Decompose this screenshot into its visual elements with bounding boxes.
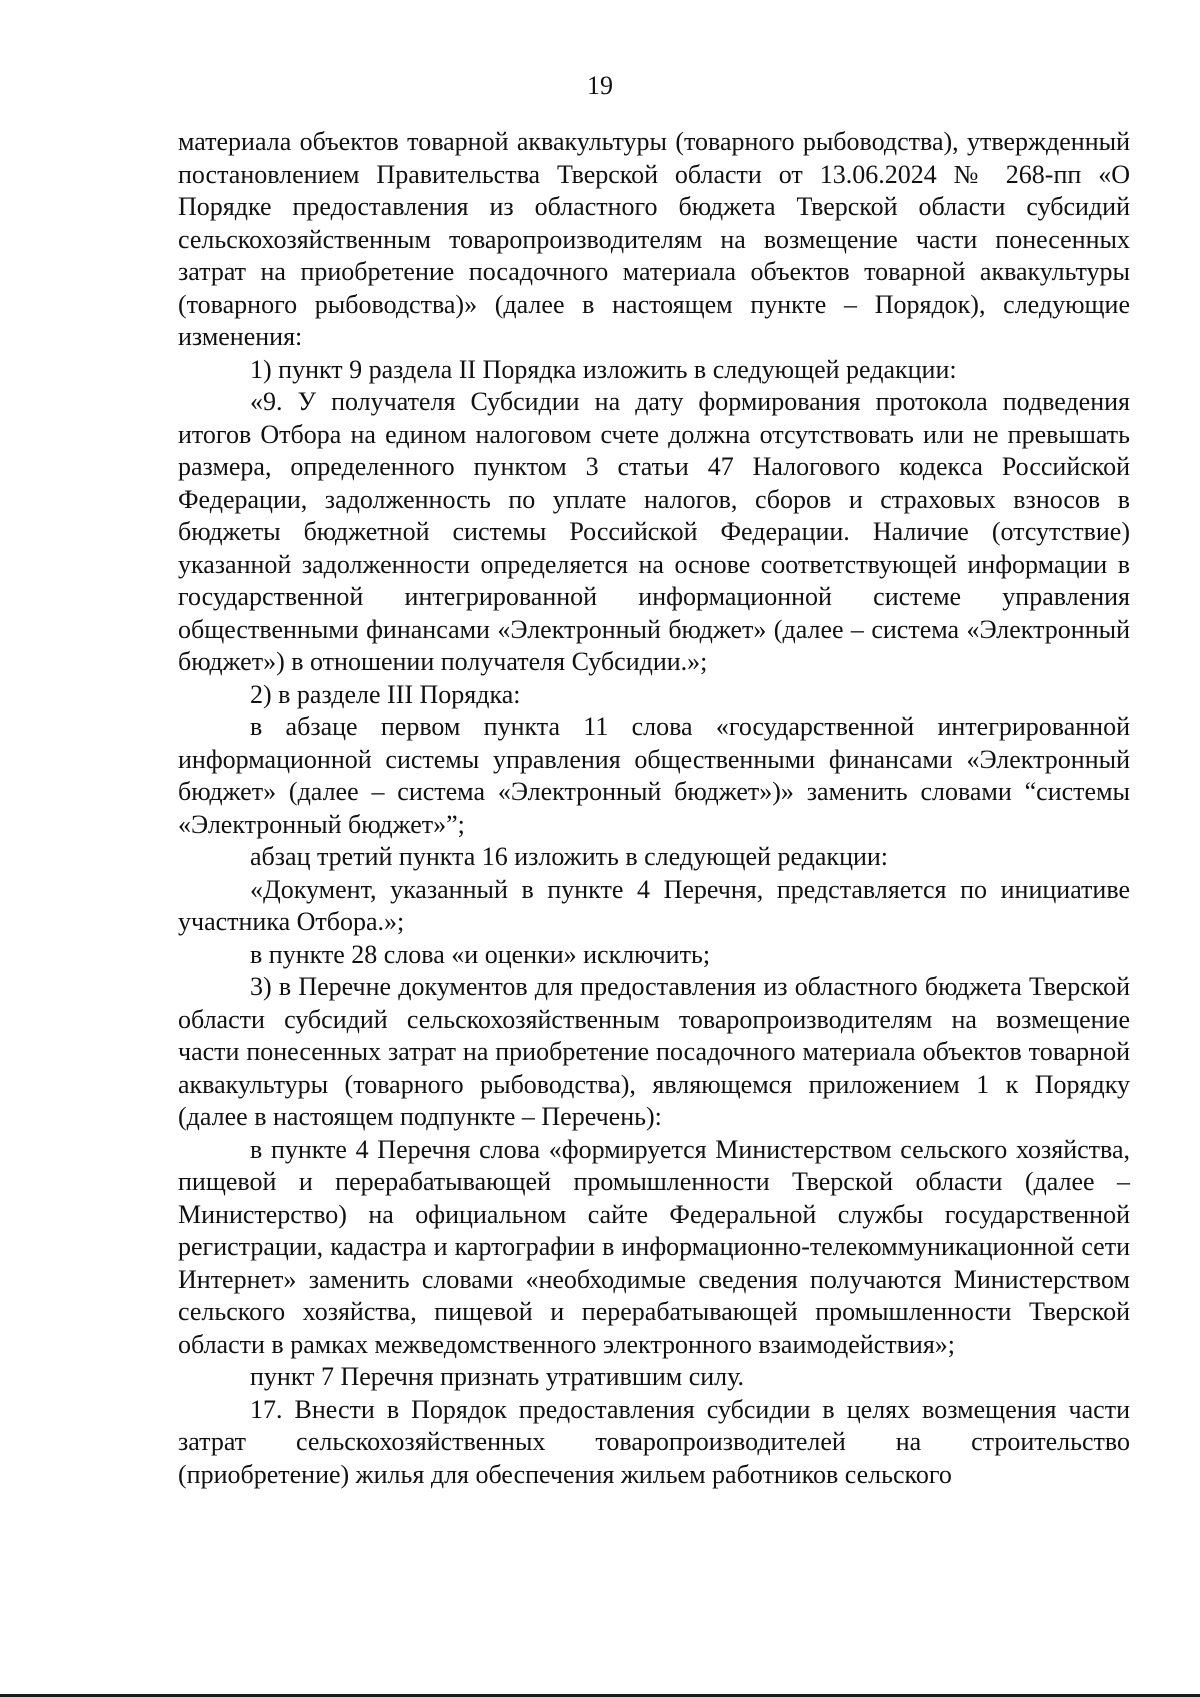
paragraph-9: 3) в Перечне документов для предоставления из областного бюджета Тверской области субсидий сельскохозяйственным товаропроизводителям на возмещение части понесенных затрат на приобретение посадочного материала объектов товарной аквакультуры (товарного рыбоводства), являющемся приложением 1 к Порядку (далее в настоящем подпункте – Перечень): [178,972,1130,1131]
paragraph-4: 2) в разделе III Порядка: [250,679,521,709]
paragraph-7: «Документ, указанный в пункте 4 Перечня, представляется по инициативе участника Отбора.»; [178,874,1130,936]
paragraph-3: «9. У получателя Субсидии на дату формирования протокола подведения итогов Отбора на едином налоговом счете должна отсутствовать или не превышать размера, определенного пунктом 3 статьи 47 Налогового кодекса Российской Федерации, задолженность по уплате налогов, сборов и страховых взносов в бюджеты бюджетной системы Российской Федерации. Наличие (отсутствие) указанной задолженности определяется на основе соответствующей информации в государственной интегрированной информационной системе управления общественными финансами «Электронный бюджет» (далее – система «Электронный бюджет») в отношении получателя Субсидии.»; [178,387,1130,676]
page-number: 19 [587,71,613,100]
paragraph-6: абзац третий пункта 16 изложить в следующей редакции: [250,842,889,871]
paragraph-12: 17. Внести в Порядок предоставления субсидии в целях возмещения части затрат сельскохозяйственных товаропроизводителей на строительство (приобретение) жилья для обеспечения жильем работников сельского [178,1394,1130,1489]
paragraph-11: пункт 7 Перечня признать утратившим силу. [250,1362,745,1391]
paragraph-10: в пункте 4 Перечня слова «формируется Министерством сельского хозяйства, пищевой и перерабатывающей промышленности Тверской области (далее – Министерство) на официальном сайте Федеральной службы государственной регистрации, кадастра и картографии в информационно-телекоммуникационной сети Интернет» заменить словами «необходимые сведения получаются Министерством сельского хозяйства, пищевой и перерабатывающей промышленности Тверской области в рамках межведомственного электронного взаимодействия»; [178,1134,1130,1359]
paragraph-5: в абзаце первом пункта 11 слова «государственной интегрированной информационной системы управления общественными финансами «Электронный бюджет» (далее – система «Электронный бюджет»)» заменить словами “системы «Электронный бюджет»”; [178,712,1130,839]
paragraph-8: в пункте 28 слова «и оценки» исключить; [250,939,711,969]
paragraph-1: материала объектов товарной аквакультуры (товарного рыбоводства), утвержденный постановлением Правительства Тверской области от 13.06.2024 № 268-пп «О Порядке предоставления из областного бюджета Тверской области субсидий сельскохозяйственным товаропроизводителям на возмещение части понесенных затрат на приобретение посадочного материала объектов товарной аквакультуры (товарного рыбоводства)» (далее в настоящем пункте – Порядок), следующие изменения: [178,127,1130,351]
paragraph-2: 1) пункт 9 раздела II Порядка изложить в следующей редакции: [250,354,957,384]
document-body [178,126,1130,1491]
